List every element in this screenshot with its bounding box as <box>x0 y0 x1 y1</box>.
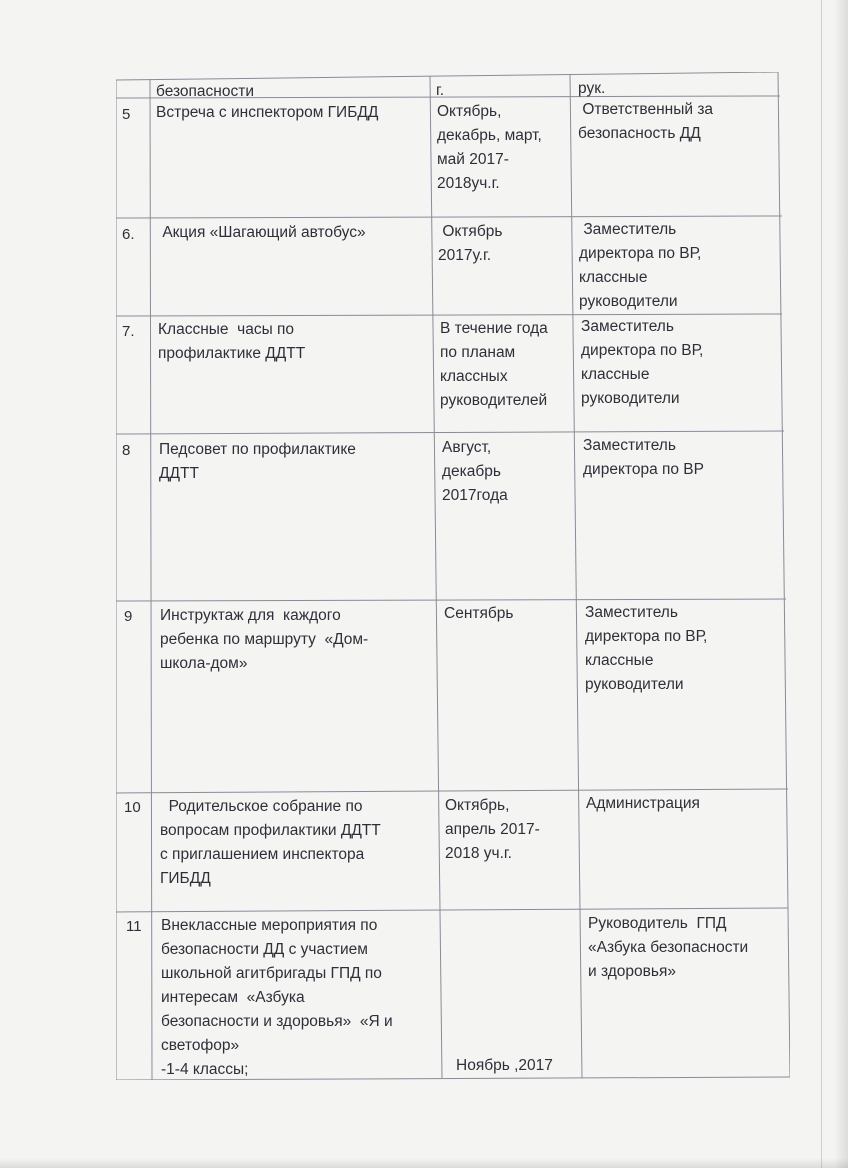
row-responsible-cell: Руководитель ГПД «Азбука безопасности и здоровья» <box>588 915 749 980</box>
row-responsible-cell: Заместитель директора по ВР, классные руководители <box>585 604 708 693</box>
header-responsible-cell: рук. <box>578 80 606 97</box>
row-event-cell: Педсовет по профилактике ДДТТ <box>159 441 356 482</box>
row-number-cell: 6. <box>122 226 135 243</box>
header-event-cell: безопасности <box>156 83 254 100</box>
row-responsible-cell: Ответственный за безопасность ДД <box>578 101 714 142</box>
row-number-cell: 10 <box>124 799 141 816</box>
row-date-cell: Октябрь, декабрь, март, май 2017- 2018уч.г. <box>437 103 542 192</box>
row-event-cell: Акция «Шагающий автобус» <box>158 224 366 241</box>
row-number-cell: 7. <box>122 323 135 340</box>
row-number-cell: 5 <box>122 106 131 123</box>
row-responsible-cell: Заместитель директора по ВР, классные руководители <box>581 318 704 407</box>
row-event-cell: Внеклассные мероприятия по безопасности ДД с участием школьной агитбригады ГПД по интересам «Азбука безопасности и здоровья» «Я и светофор» -1-4 классы; <box>161 917 393 1078</box>
scan-shadow-bottom <box>0 1158 848 1168</box>
row-event-cell: Классные часы по профилактике ДДТТ <box>158 321 306 362</box>
scan-artifact-line <box>821 0 822 1168</box>
row-responsible-cell: Администрация <box>586 795 700 812</box>
row-date-cell: Октябрь, апрель 2017- 2018 уч.г. <box>445 797 540 862</box>
row-event-cell: Встреча с инспектором ГИБДД <box>156 104 379 121</box>
header-date-cell: г. <box>436 82 445 99</box>
row-date-cell: Сентябрь <box>444 605 514 622</box>
plan-table <box>116 72 790 1080</box>
row-event-cell: Родительское собрание по вопросам профилактики ДДТТ с приглашением инспектора ГИБДД <box>160 798 381 887</box>
row-responsible-cell: Заместитель директора по ВР, классные руководители <box>579 221 702 310</box>
row-number-cell: 9 <box>124 608 133 625</box>
row-number-cell: 11 <box>126 918 142 935</box>
row-date-cell: В течение года по планам классных руководителей <box>440 320 548 409</box>
scan-shadow-right <box>834 0 848 1168</box>
row-number-cell: 8 <box>122 442 131 459</box>
row-event-cell: Инструктаж для каждого ребенка по маршруту «Дом- школа-дом» <box>160 607 369 672</box>
row-date-cell: Ноябрь ,2017 <box>456 1057 553 1074</box>
row-date-cell: Август, декабрь 2017года <box>442 439 508 504</box>
row-date-cell: Октябрь 2017у.г. <box>438 223 503 264</box>
row-responsible-cell: Заместитель директора по ВР <box>583 437 704 478</box>
